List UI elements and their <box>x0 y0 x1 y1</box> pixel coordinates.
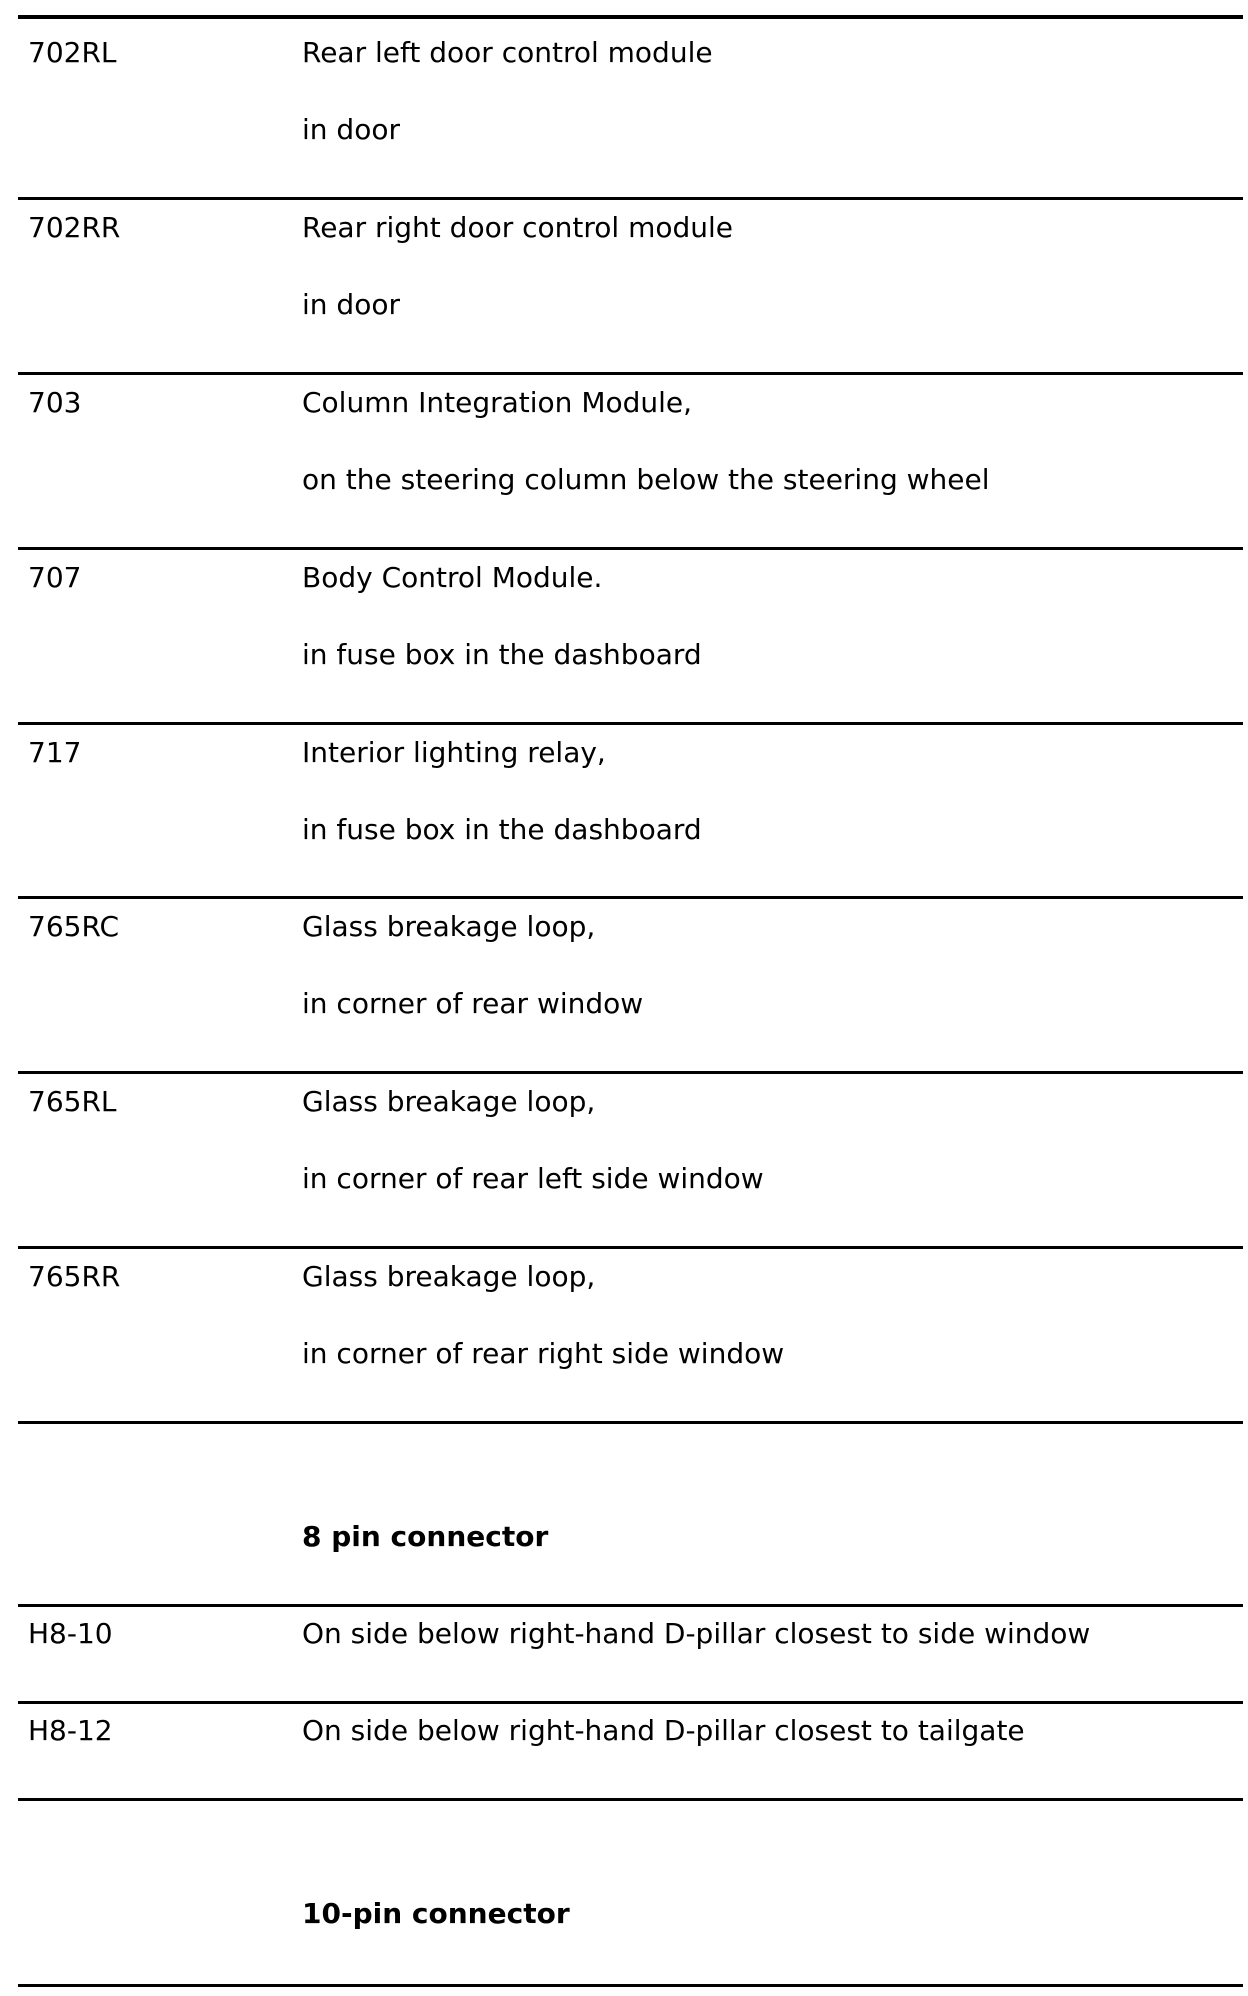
row-divider <box>18 896 1243 899</box>
component-location: in door <box>302 288 400 321</box>
row-divider <box>18 1071 1243 1074</box>
component-name: Glass breakage loop, <box>302 1085 596 1118</box>
section-heading-8-pin: 8 pin connector <box>302 1520 549 1553</box>
component-code: 702RL <box>28 36 117 69</box>
component-code: 765RR <box>28 1260 121 1293</box>
section-heading-10-pin: 10-pin connector <box>302 1897 570 1930</box>
connector-location: On side below right-hand D-pillar closest to side window <box>302 1617 1091 1650</box>
row-divider <box>18 1984 1243 1987</box>
component-name: Glass breakage loop, <box>302 910 596 943</box>
component-location: in corner of rear window <box>302 987 644 1020</box>
component-location: in corner of rear right side window <box>302 1337 785 1370</box>
row-divider <box>18 15 1243 19</box>
component-name: Interior lighting relay, <box>302 736 606 769</box>
component-location: in corner of rear left side window <box>302 1162 764 1195</box>
component-name: Rear left door control module <box>302 36 713 69</box>
component-code: 703 <box>28 386 82 419</box>
connector-location: On side below right-hand D-pillar closest to tailgate <box>302 1714 1025 1747</box>
component-code: 707 <box>28 561 82 594</box>
component-location: in fuse box in the dashboard <box>302 813 702 846</box>
row-divider <box>18 547 1243 550</box>
row-divider <box>18 722 1243 725</box>
row-divider <box>18 1421 1243 1424</box>
row-divider <box>18 1798 1243 1801</box>
component-code: 717 <box>28 736 82 769</box>
component-code: 765RL <box>28 1085 117 1118</box>
component-code: 765RC <box>28 910 120 943</box>
component-code: 702RR <box>28 211 121 244</box>
component-location: on the steering column below the steering wheel <box>302 463 990 496</box>
component-location: in fuse box in the dashboard <box>302 638 702 671</box>
row-divider <box>18 197 1243 200</box>
connector-code: H8-12 <box>28 1714 113 1747</box>
connector-code: H8-10 <box>28 1617 113 1650</box>
component-name: Body Control Module. <box>302 561 603 594</box>
component-name: Rear right door control module <box>302 211 734 244</box>
row-divider <box>18 1701 1243 1704</box>
row-divider <box>18 372 1243 375</box>
component-name: Glass breakage loop, <box>302 1260 596 1293</box>
row-divider <box>18 1246 1243 1249</box>
component-name: Column Integration Module, <box>302 386 693 419</box>
row-divider <box>18 1604 1243 1607</box>
component-location: in door <box>302 113 400 146</box>
